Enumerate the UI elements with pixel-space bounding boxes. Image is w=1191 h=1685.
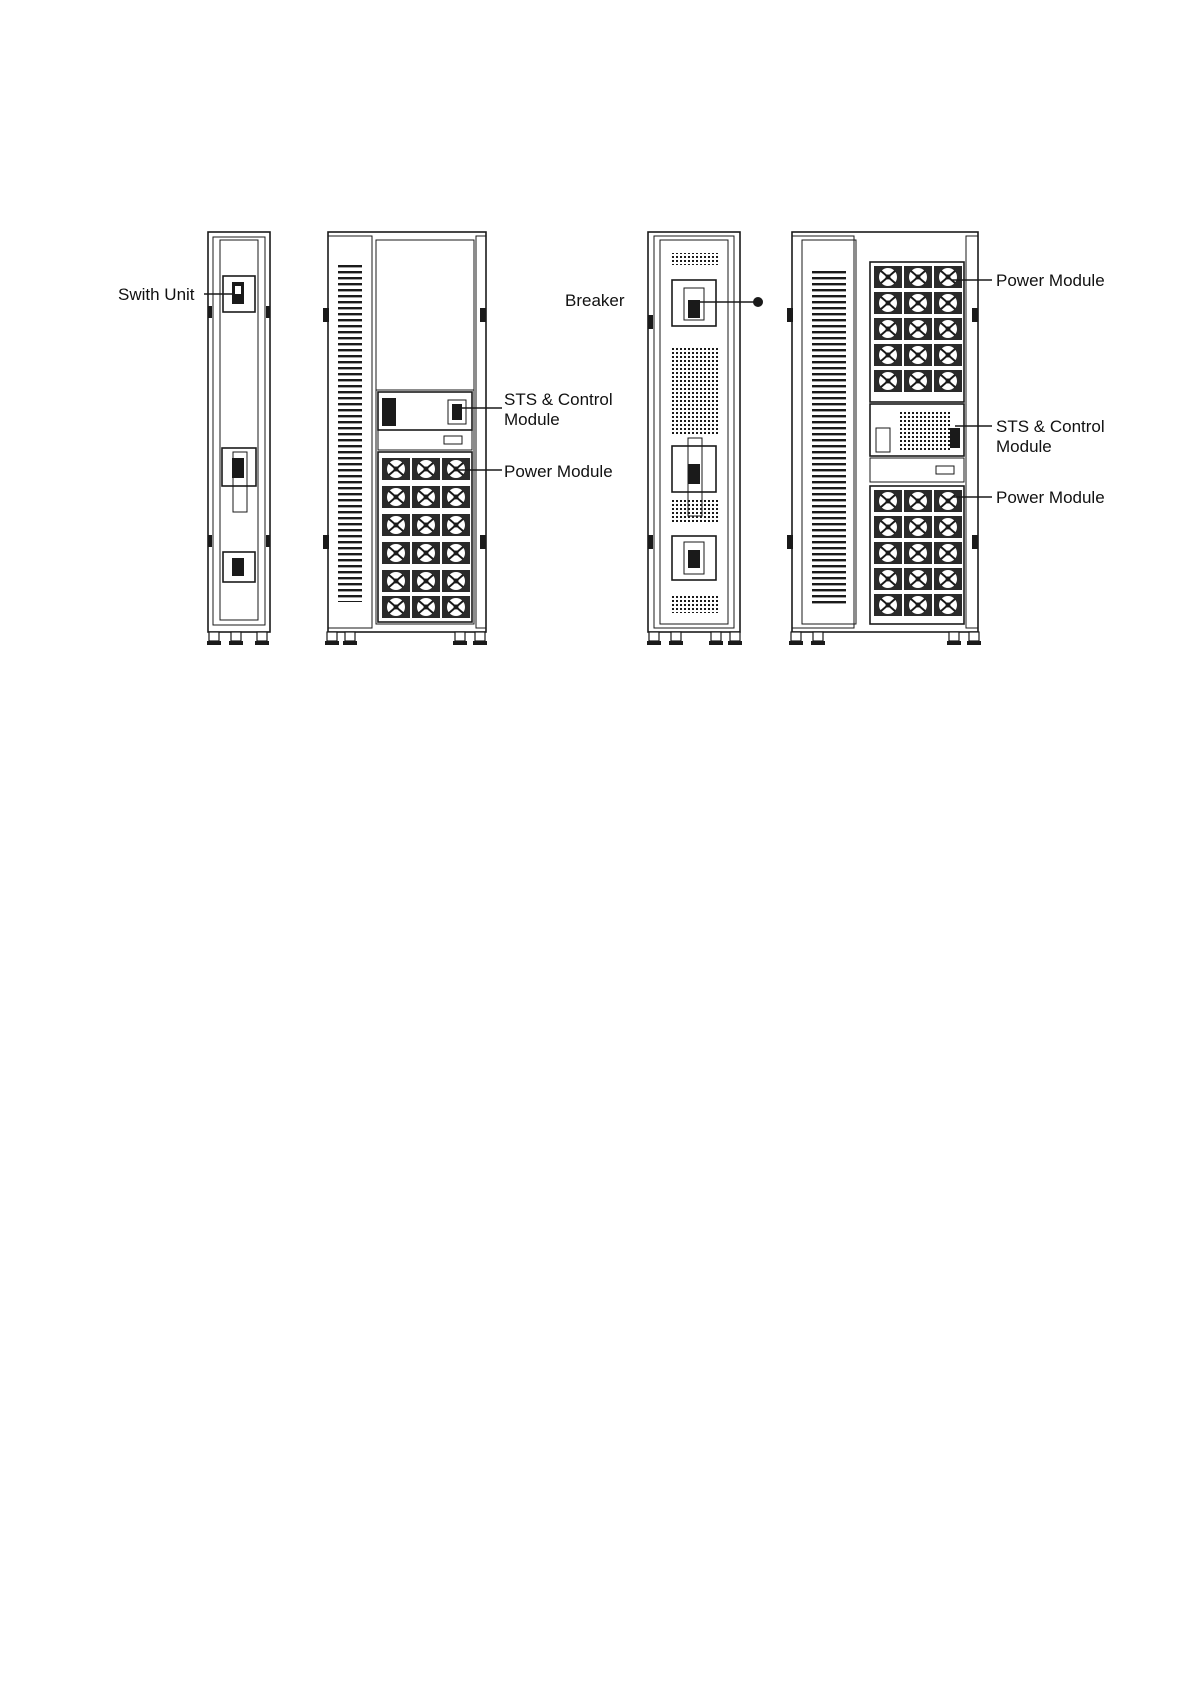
power-module-stack-upper: [870, 262, 964, 402]
label-sts-control-right-module: Module: [996, 437, 1052, 456]
cabinet-rear-view: [647, 232, 742, 645]
label-sts-control-left: STS & Control: [504, 390, 613, 409]
breaker-dot: [753, 297, 763, 307]
label-breaker: Breaker: [565, 291, 625, 310]
cabinet-front-view-left: [323, 232, 487, 645]
power-module-stack-left: [378, 452, 472, 622]
label-power-module-right-lower: Power Module: [996, 488, 1105, 507]
label-sts-control-right: STS & Control: [996, 417, 1105, 436]
label-switch-unit: Swith Unit: [118, 285, 195, 304]
power-module-stack-lower: [870, 486, 964, 624]
cabinet-front-view-right: [787, 232, 981, 645]
label-power-module-left: Power Module: [504, 462, 613, 481]
label-sts-control-left-module: Module: [504, 410, 560, 429]
label-power-module-right-upper: Power Module: [996, 271, 1105, 290]
